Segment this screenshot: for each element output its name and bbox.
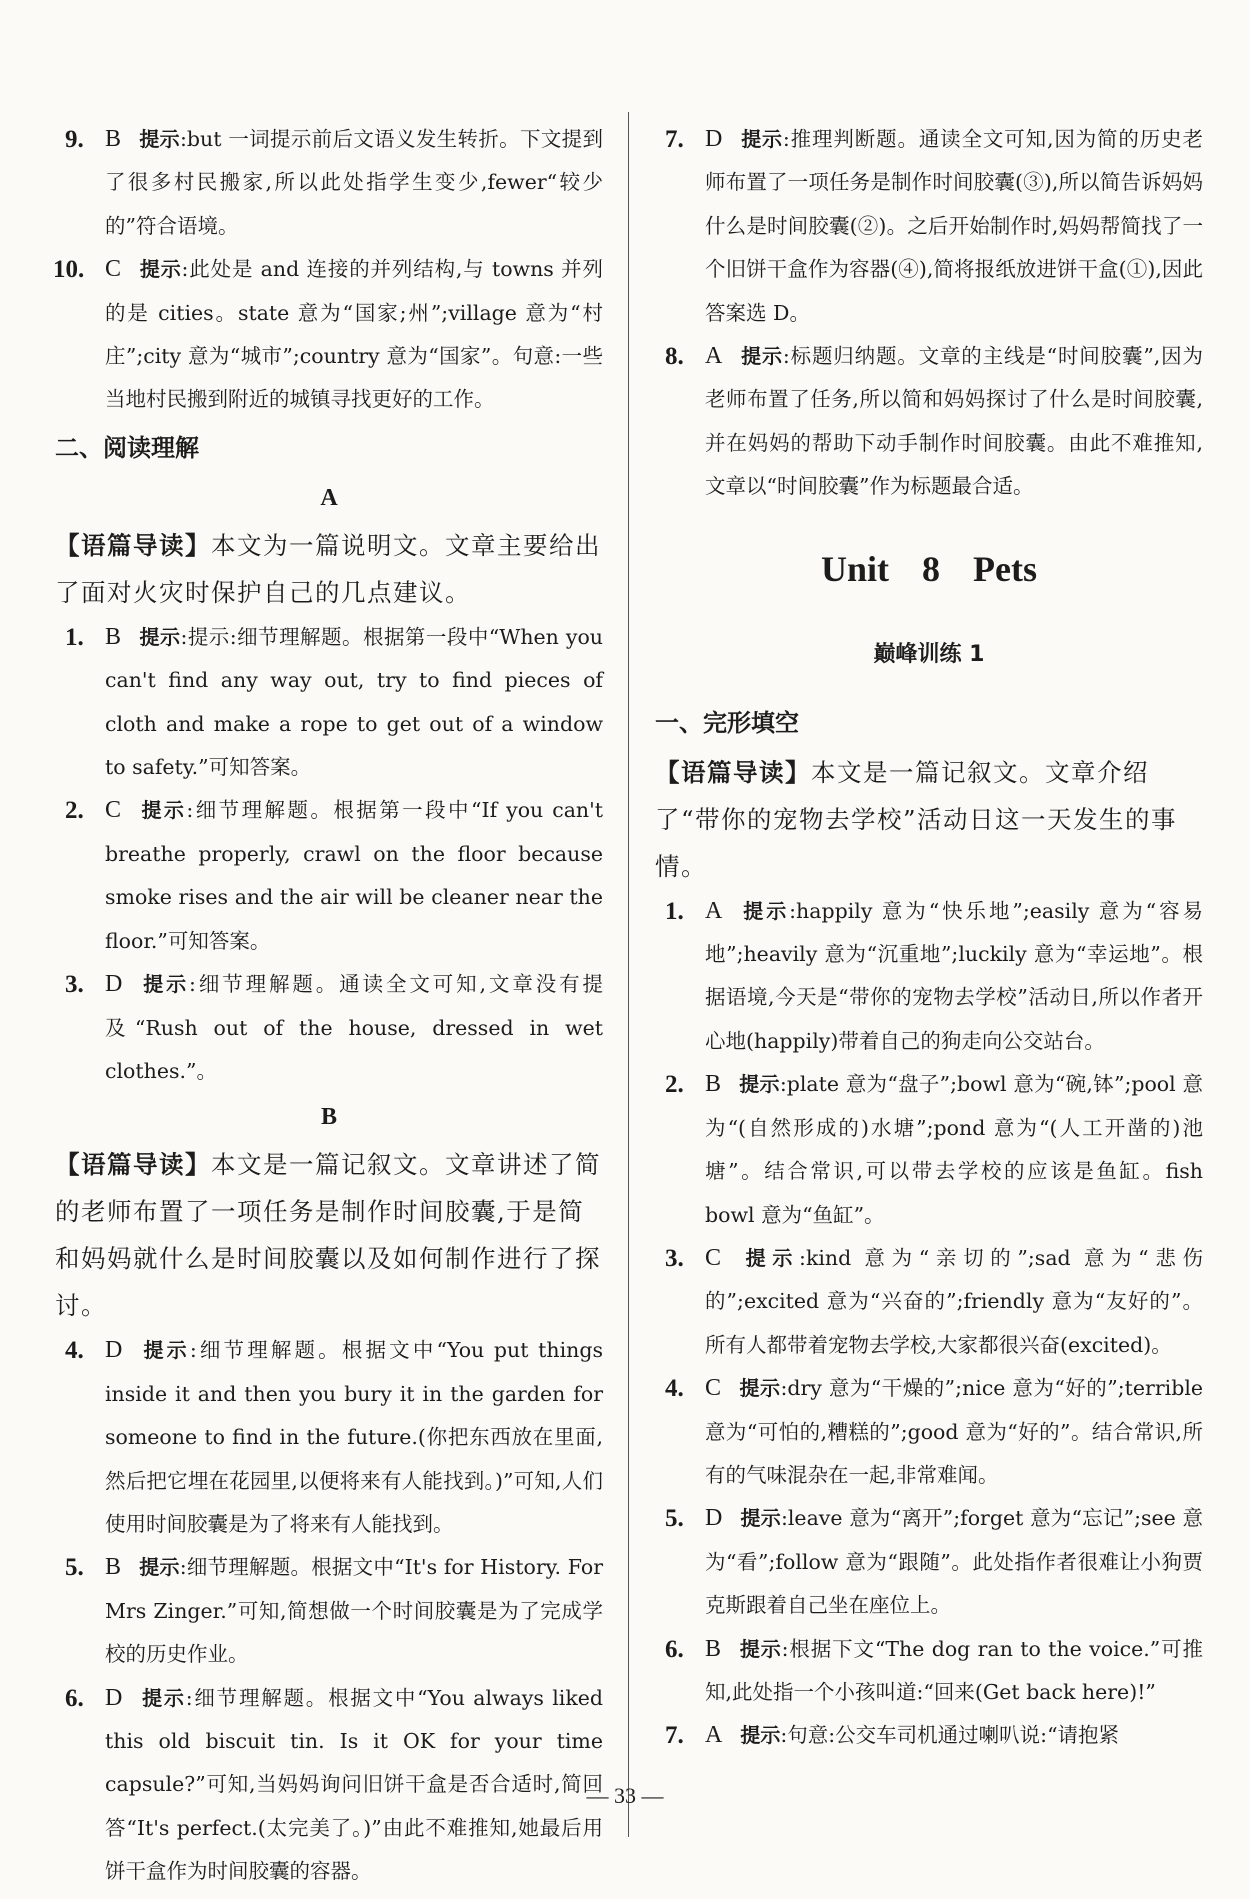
- answer-item: [655, 335, 1203, 509]
- answer-item: [55, 1329, 603, 1546]
- page-number: — 33 —: [586, 1783, 664, 1808]
- column-divider: [628, 112, 629, 1837]
- question-number: 4.: [665, 1375, 684, 1403]
- hint-label: 提示: [739, 1376, 781, 1401]
- hint-label: 提示: [139, 798, 187, 823]
- answer-item: [55, 1546, 603, 1676]
- answer-letter: D: [105, 1337, 123, 1364]
- question-number: 6.: [665, 1635, 684, 1663]
- right-column: [655, 118, 1203, 1758]
- answer-item: [655, 1367, 1203, 1497]
- hint-text: :kind 意为“亲切的”;sad 意为“悲伤的”;excited 意为“兴奋的”;friendly 意为“友好的”。所有人都带着宠物去学校,大家都很兴奋(excited)。: [705, 1245, 1203, 1357]
- exercise-subtitle: 巅峰训练 1: [873, 641, 985, 667]
- answer-item: [655, 118, 1203, 335]
- answer-letter: B: [705, 1635, 722, 1662]
- question-number: 4.: [65, 1337, 84, 1365]
- answer-letter: C: [105, 256, 122, 283]
- question-number: 1.: [65, 623, 84, 651]
- answer-item: [655, 1237, 1203, 1367]
- question-number: 1.: [665, 897, 684, 925]
- hint-label: 提示: [740, 127, 783, 151]
- hint-label: 提示: [139, 257, 182, 282]
- hint-label: 提示: [139, 1555, 180, 1580]
- answer-letter: C: [705, 1244, 722, 1271]
- hint-text: :细节理解题。根据文中“You always liked this old biscuit tin. Is it OK for your time capsule?”可知,当妈妈询问旧饼干盒是否合适时,简回答“It's perfect.(太完美了。)”由此不难推知,她最后用饼干盒作为时间胶囊的容器。: [105, 1685, 603, 1884]
- hint-label: 提示: [739, 1072, 780, 1097]
- hint-label: 提示: [140, 1338, 190, 1363]
- left-column: [55, 118, 603, 1894]
- intro-tag: 【语篇导读】: [55, 530, 211, 560]
- answer-item: [655, 1497, 1203, 1627]
- answer-item: [55, 963, 603, 1093]
- hint-label: 提示: [740, 1506, 781, 1531]
- question-number: 10.: [53, 256, 85, 284]
- question-number: 2.: [65, 797, 84, 825]
- question-number: 3.: [65, 971, 84, 999]
- answer-letter: D: [705, 1505, 723, 1532]
- intro-text: 本文为一篇说明文。文章主要给出了面对火灾时保护自己的几点建议。: [55, 530, 601, 607]
- question-number: 5.: [65, 1554, 84, 1582]
- answer-letter: C: [105, 797, 122, 824]
- passage-intro: [55, 1141, 603, 1329]
- section-heading: 一、完形填空: [655, 708, 799, 737]
- answer-letter: B: [105, 623, 122, 650]
- hint-label: 提示: [139, 127, 181, 151]
- hint-text: :细节理解题。根据文中“It's for History. For Mrs Zinger.”可知,简想做一个时间胶囊是为了完成学校的历史作业。: [105, 1555, 604, 1667]
- part-label: B: [320, 1104, 337, 1131]
- answer-letter: B: [105, 126, 122, 152]
- hint-text: :提示:细节理解题。根据第一段中“When you can't find any way out, try to find pieces of cloth and make a rope to get out of a window to safety.”可知答案。: [105, 624, 604, 780]
- hint-label: 提示: [140, 1685, 186, 1710]
- answer-item: [655, 1714, 1203, 1757]
- answer-item: [55, 789, 603, 963]
- intro-text: 本文是一篇记叙文。文章介绍了“带你的宠物去学校”活动日这一天发生的事情。: [655, 757, 1178, 881]
- section-heading: 二、阅读理解: [55, 433, 199, 462]
- answer-letter: B: [705, 1071, 722, 1098]
- hint-text: :此处是 and 连接的并列结构,与 towns 并列的是 cities。state 意为“国家;州”;village 意为“村庄”;city 意为“城市”;country 意为“国家”。句意:一些当地村民搬到附近的城镇寻找更好的工作。: [105, 257, 603, 412]
- hint-text: :根据下文“The dog ran to the voice.”可推知,此处指一个小孩叫道:“回来(Get back here)!”: [705, 1636, 1204, 1704]
- answer-letter: A: [705, 1722, 723, 1749]
- question-number: 3.: [665, 1244, 684, 1272]
- hint-label: 提示: [739, 1636, 782, 1661]
- hint-label: 提示: [139, 624, 181, 649]
- answer-letter: C: [705, 1375, 722, 1402]
- question-number: 8.: [665, 343, 684, 371]
- hint-text: :but 一词提示前后文语义发生转折。下文提到了很多村民搬家,所以此处指学生变少,fewer“较少的”符合语境。: [105, 127, 603, 238]
- hint-label: 提示: [740, 1723, 781, 1748]
- intro-tag: 【语篇导读】: [55, 1150, 211, 1180]
- hint-text: :dry 意为“干燥的”;nice 意为“好的”;terrible 意为“可怕的,糟糕的”;good 意为“好的”。结合常识,所有的气味混杂在一起,非常难闻。: [705, 1376, 1204, 1487]
- intro-tag: 【语篇导读】: [655, 757, 811, 787]
- passage-intro: [655, 749, 1203, 890]
- hint-text: :细节理解题。根据第一段中“If you can't breathe properly, crawl on the floor because smoke rises and the air will be cleaner near the floor.”可知答案。: [105, 798, 603, 953]
- hint-label: 提示: [739, 1245, 800, 1270]
- question-number: 2.: [665, 1071, 684, 1099]
- question-number: 7.: [665, 1722, 684, 1750]
- answer-item: [655, 1063, 1203, 1237]
- answer-letter: A: [705, 343, 723, 370]
- hint-label: 提示: [140, 972, 190, 997]
- hint-text: :细节理解题。根据文中“You put things inside it and then you bury it in the garden for someone to find in the future.(你把东西放在里面,然后把它埋在花园里,以便将来有人能找到。)”可知,人们使用时间胶囊是为了将来有人能找到。: [105, 1338, 604, 1536]
- question-number: 7.: [665, 126, 684, 153]
- answer-letter: D: [105, 1684, 123, 1711]
- hint-text: :细节理解题。通读全文可知,文章没有提及“Rush out of the house, dressed in wet clothes.”。: [105, 972, 603, 1083]
- question-number: 9.: [65, 126, 84, 153]
- answer-item: [55, 616, 603, 790]
- answer-item: [655, 890, 1203, 1064]
- answer-letter: A: [705, 897, 723, 924]
- answer-letter: B: [105, 1554, 122, 1581]
- answer-item: [55, 118, 603, 248]
- question-number: 6.: [65, 1684, 84, 1712]
- passage-intro: [55, 522, 603, 616]
- hint-text: :标题归纳题。文章的主线是“时间胶囊”,因为老师布置了任务,所以简和妈妈探讨了什么是时间胶囊,并在妈妈的帮助下动手制作时间胶囊。由此不难推知,文章以“时间胶囊”作为标题最合适。: [705, 344, 1203, 499]
- hint-text: :推理判断题。通读全文可知,因为简的历史老师布置了一项任务是制作时间胶囊(③),所以简告诉妈妈什么是时间胶囊(②)。之后开始制作时,妈妈帮简找了一个旧饼干盒作为容器(④),简将报纸放进饼干盒(①),因此答案选 D。: [705, 127, 1203, 325]
- part-label: A: [320, 484, 338, 511]
- hint-label: 提示: [740, 898, 790, 923]
- intro-text: 本文是一篇记叙文。文章讲述了简的老师布置了一项任务是制作时间胶囊,于是简和妈妈就什么是时间胶囊以及如何制作进行了探讨。: [55, 1150, 601, 1321]
- hint-text: :happily 意为“快乐地”;easily 意为“容易地”;heavily 意为“沉重地”;luckily 意为“幸运地”。根据语境,今天是“带你的宠物去学校”活动日,所以作者开心地(happily)带着自己的狗走向公交站台。: [705, 898, 1203, 1053]
- answer-letter: D: [705, 126, 723, 152]
- answer-item: [55, 248, 603, 422]
- question-number: 5.: [665, 1505, 684, 1533]
- hint-text: :句意:公交车司机通过喇叭说:“请抱紧: [780, 1723, 1120, 1748]
- answer-letter: D: [105, 971, 123, 998]
- hint-label: 提示: [740, 344, 783, 369]
- answer-item: [655, 1628, 1203, 1715]
- hint-text: :plate 意为“盘子”;bowl 意为“碗,钵”;pool 意为“(自然形成的)水塘”;pond 意为“(人工开凿的)池塘”。结合常识,可以带去学校的应该是鱼缸。fish bowl 意为“鱼缸”。: [705, 1072, 1203, 1227]
- unit-title: Unit 8 Pets: [821, 548, 1037, 589]
- hint-text: :leave 意为“离开”;forget 意为“忘记”;see 意为“看”;follow 意为“跟随”。此处指作者很难让小狗贾克斯跟着自己坐在座位上。: [705, 1506, 1203, 1618]
